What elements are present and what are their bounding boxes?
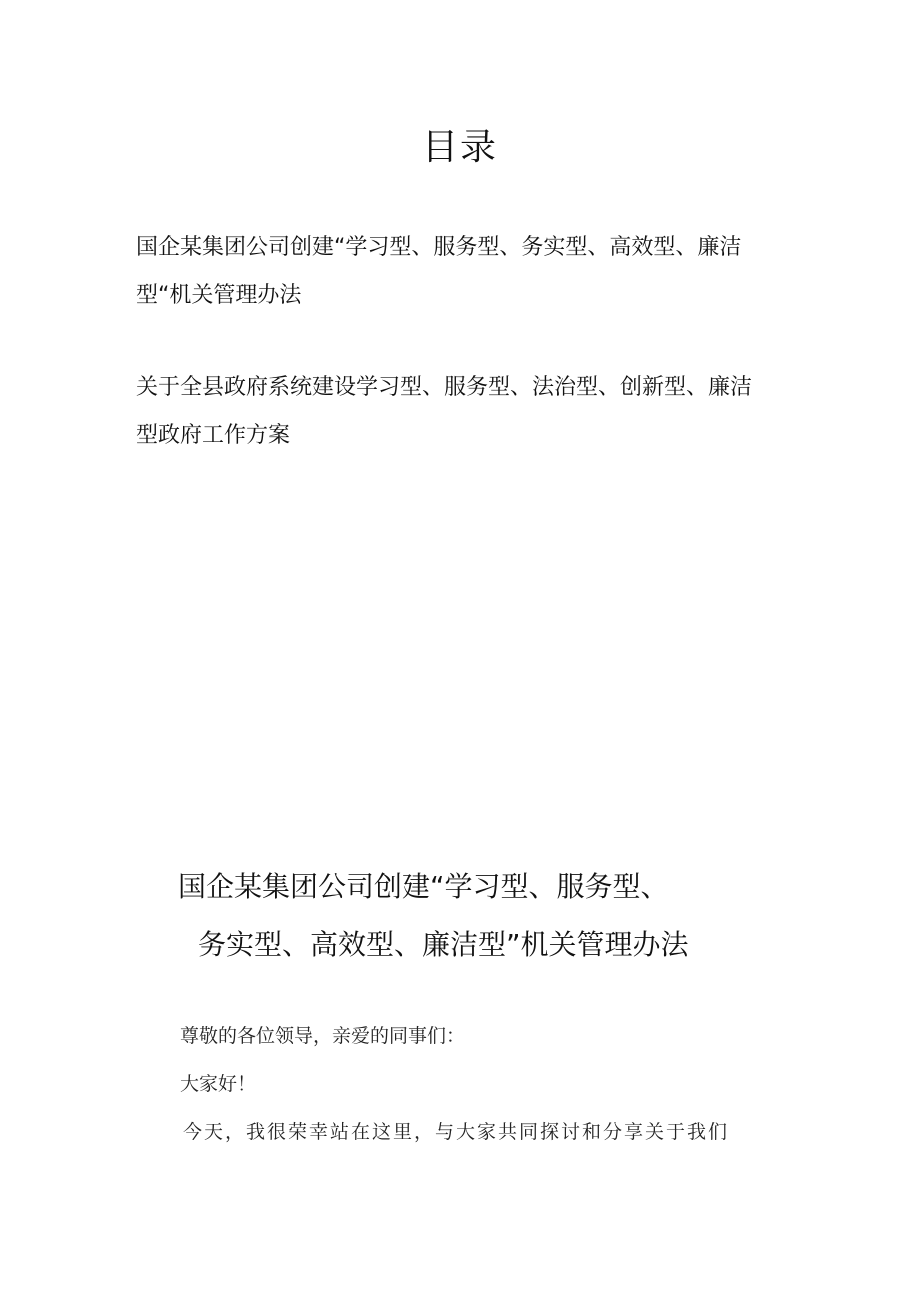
toc-entry-2-line-2: 型政府工作方案 [136,423,291,448]
article-title [0,858,920,974]
article-body [180,1012,800,1156]
article-title-line-2: 务实型、高效型、廉洁型”机关管理办法 [198,928,689,961]
body-paragraph: 今天，我很荣幸站在这里，与大家共同探讨和分享关于我们 [183,1121,730,1143]
toc-entry-1-line-2: 型“机关管理办法 [136,283,302,308]
toc-entry-1-line-1: 国企某集团公司创建“学习型、服务型、务实型、高效型、廉洁 [136,235,742,260]
toc-entry-2-line-1: 关于全县政府系统建设学习型、服务型、法治型、创新型、廉洁 [136,375,753,400]
greeting: 大家好！ [180,1073,257,1095]
article-title-line-1: 国企某集团公司创建“学习型、服务型、 [178,870,669,903]
toc-list [136,224,796,460]
toc-entry-1[interactable] [136,224,796,320]
toc-title: 目录 [421,127,498,168]
toc-entry-2[interactable] [136,364,796,460]
salutation: 尊敬的各位领导，亲爱的同事们： [180,1025,466,1047]
